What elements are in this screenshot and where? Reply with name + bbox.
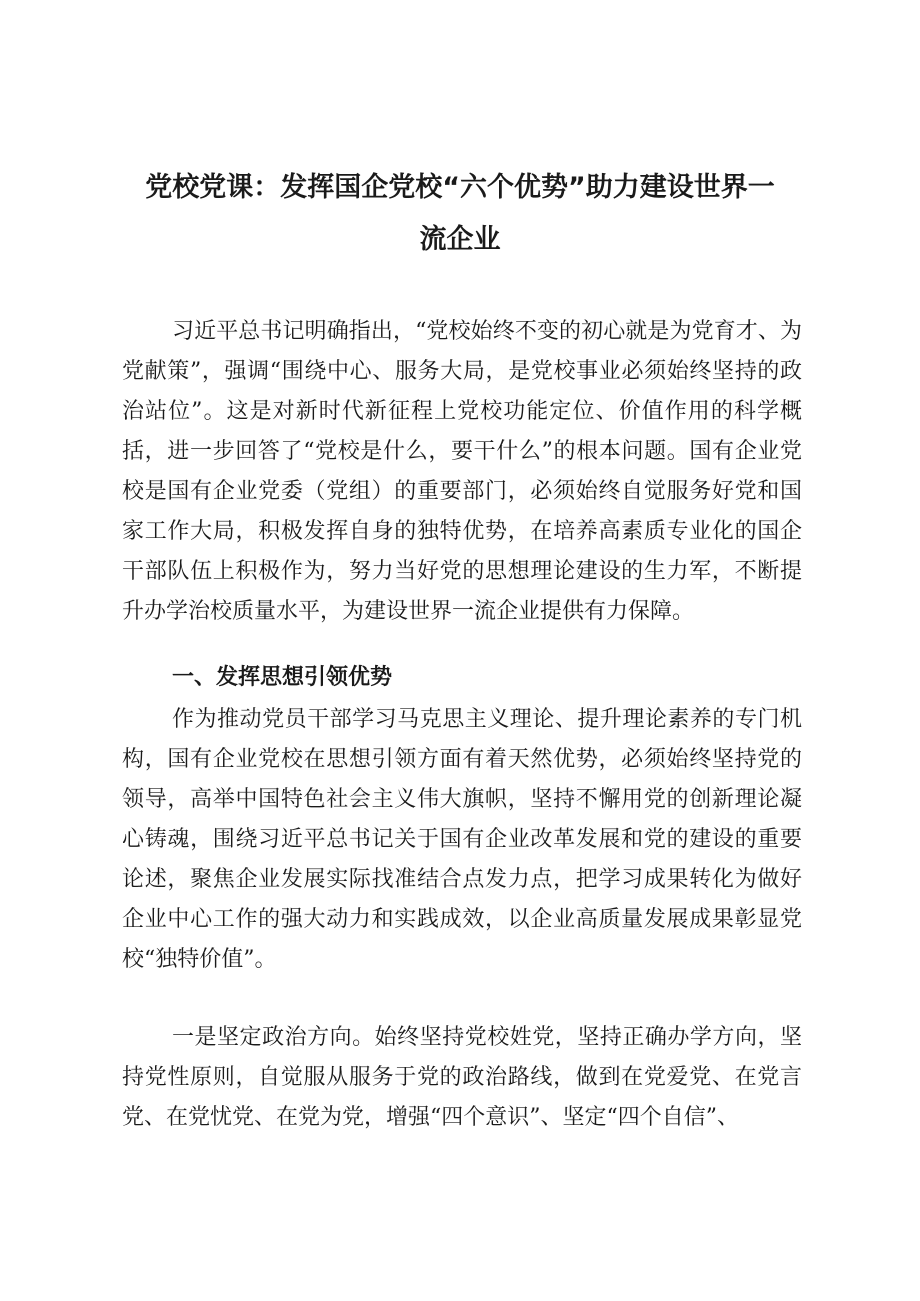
intro-paragraph: 习近平总书记明确指出，“党校始终不变的初心就是为党育才、为党献策”，强调“围绕中心、服务大局，是党校事业必须始终坚持的政治站位”。这是对新时代新征程上党校功能定位、价值作用的科学概括，进一步回答了“党校是什么，要干什么”的根本问题。国有企业党校是国有企业党委（党组）的重要部门，必须始终自觉服务好党和国家工作大局，积极发挥自身的独特优势，在培养高素质专业化的国企干部队伍上积极作为，努力当好党的思想理论建设的生力军，不断提升办学治校质量水平，为建设世界一流企业提供有力保障。 bbox=[122, 319, 802, 624]
section-1-point-1-paragraph: 一是坚定政治方向。始终坚持党校姓党，坚持正确办学方向，坚持党性原则，自觉服从服务于党的政治路线，做到在党爱党、在党言党、在党忧党、在党为党，增强“四个意识”、坚定“四个自信”、 bbox=[122, 1025, 802, 1130]
section-heading-1: 一、发挥思想引领优势 bbox=[172, 665, 393, 690]
document-title-line-1: 党校党课：发挥国企党校“六个优势”助力建设世界一 bbox=[145, 172, 775, 203]
document-title-line-2: 流企业 bbox=[419, 224, 501, 255]
section-1-paragraph: 作为推动党员干部学习马克思主义理论、提升理论素养的专门机构，国有企业党校在思想引领方面有着天然优势，必须始终坚持党的领导，高举中国特色社会主义伟大旗帜，坚持不懈用党的创新理论凝心铸魂，围绕习近平总书记关于国有企业改革发展和党的建设的重要论述，聚焦企业发展实际找准结合点发力点，把学习成果转化为做好企业中心工作的强大动力和实践成效，以企业高质量发展成果彰显党校“独特价值”。 bbox=[122, 707, 802, 972]
